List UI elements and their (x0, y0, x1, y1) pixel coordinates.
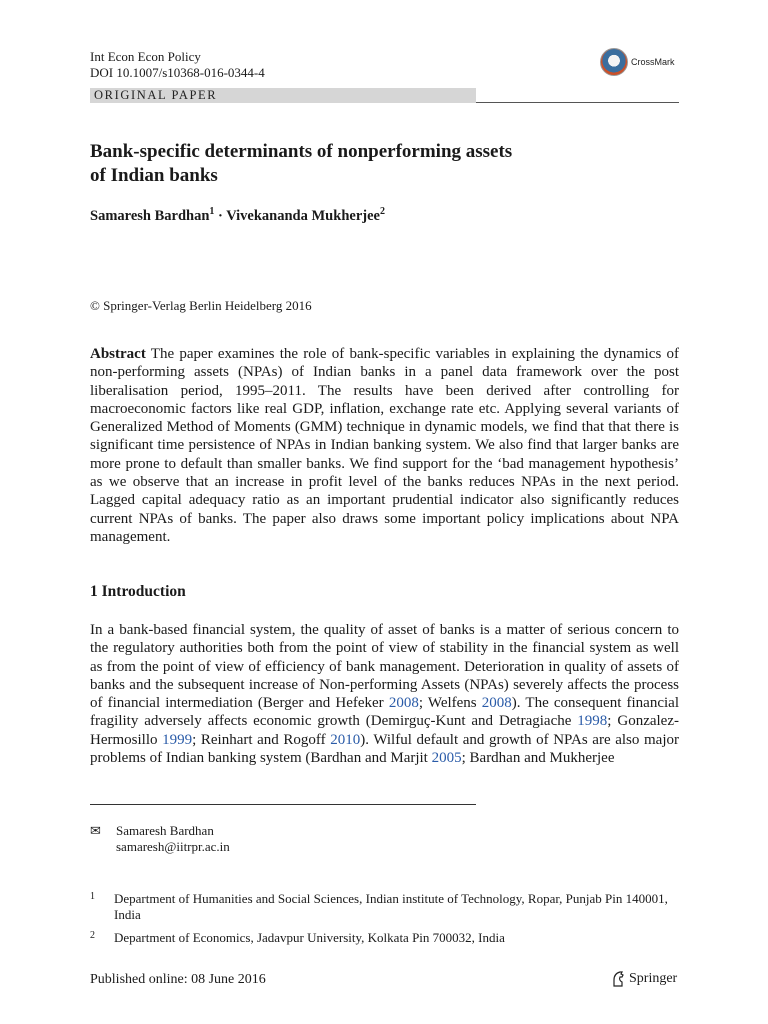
copyright-notice: © Springer-Verlag Berlin Heidelberg 2016 (90, 298, 312, 313)
publisher-logo (611, 971, 677, 987)
title-line-2: of Indian banks (90, 165, 218, 186)
affiliation-number: 2 (90, 930, 95, 941)
section-heading: 1 Introduction (90, 583, 186, 600)
author-list (90, 206, 385, 225)
citation-link[interactable]: 1999 (162, 731, 193, 748)
crossmark-icon (600, 48, 628, 76)
intro-text: ; Bardhan and Mukherjee (461, 750, 615, 767)
publisher-name: Springer (629, 971, 678, 986)
crossmark-label: CrossMark (631, 57, 675, 67)
abstract-text: The paper examines the role of bank-specific variables in explaining the dynamics of non-performing assets (NPAs) of Indian banks in a panel data framework over the post liberalisation period, 1995–2011. The results have been derived after controlling for macroeconomic factors like real GDP, inflation, exchange rate etc. Applying several variants of Generalized Method of Moments (GMM) technique in dynamic models, we find that that there is significant time persistence of NPAs in Indian banking system. We also find that larger banks are more prone to default than smaller banks. We find support for the ‘bad management hypothesis’ as we observe that an increase in profit level of the banks reduces NPAs in the next period. Lagged capital adequacy ratio as an important prudential indicator also significantly reduces current NPAs of banks. The paper also draws some important policy implications about NPA management. (90, 346, 679, 545)
intro-text: ). The consequent financial fragility adversely affects economic growth (Demirguç-Kunt and Detragiache (90, 695, 679, 730)
citation-link[interactable]: 2008 (388, 695, 419, 712)
affiliation-2 (90, 930, 679, 946)
citation-link[interactable]: 1998 (577, 713, 608, 730)
abstract (90, 345, 679, 546)
corresponding-author (90, 823, 230, 855)
article-type-band: ORIGINAL PAPER (90, 88, 476, 103)
contact-email[interactable]: samaresh@iitrpr.ac.in (116, 839, 230, 854)
crossmark-badge[interactable] (600, 48, 675, 76)
springer-horse-icon (611, 971, 625, 987)
author-1[interactable]: Samaresh Bardhan (90, 207, 210, 224)
journal-name: Int Econ Econ Policy (90, 49, 201, 64)
journal-doi[interactable]: DOI 10.1007/s10368-016-0344-4 (90, 65, 265, 80)
envelope-icon: ✉ (90, 823, 101, 838)
intro-text: ; Reinhart and Rogoff (192, 731, 331, 748)
author-separator: · (214, 207, 227, 224)
contact-name: Samaresh Bardhan (116, 823, 214, 838)
paper-title (90, 140, 690, 188)
intro-paragraph (90, 621, 679, 767)
intro-text: ; Gonzalez-Hermosillo (90, 713, 679, 748)
affiliation-text: Department of Economics, Jadavpur University, Kolkata Pin 700032, India (114, 930, 505, 945)
citation-link[interactable]: 2010 (330, 731, 361, 748)
citation-link[interactable]: 2005 (431, 750, 462, 767)
citation-link[interactable]: 2008 (481, 695, 512, 712)
author-1-affiliation: 1 (209, 206, 215, 217)
footnote-rule (90, 804, 476, 805)
author-2-affiliation: 2 (379, 206, 385, 217)
abstract-label: Abstract (90, 346, 146, 362)
title-line-1: Bank-specific determinants of nonperforming assets (90, 141, 513, 162)
intro-text: ). Wilful default and growth of NPAs are also major problems of Indian banking system (Bardhan and Marjit (90, 731, 679, 767)
author-2[interactable]: Vivekananda Mukherjee (226, 207, 380, 224)
header-rule (476, 102, 679, 103)
published-date: Published online: 08 June 2016 (90, 972, 266, 987)
intro-text: ; Welfens (418, 695, 482, 712)
affiliation-text: Department of Humanities and Social Sciences, Indian institute of Technology, Ropar, Punjab Pin 140001, India (114, 891, 668, 922)
journal-header (90, 49, 265, 81)
affiliation-number: 1 (90, 891, 95, 902)
intro-text: In a bank-based financial system, the quality of asset of banks is a matter of serious concern to the regulatory authorities both from the point of view of stability in the financial system as well as from the point of view of efficiency of bank management. Deterioration in quality of assets of banks and the subsequent increase of Non-performing Assets (NPAs) severely affects the process of financial intermediation (Berger and Hefeker (90, 622, 679, 712)
affiliation-1 (90, 891, 679, 923)
